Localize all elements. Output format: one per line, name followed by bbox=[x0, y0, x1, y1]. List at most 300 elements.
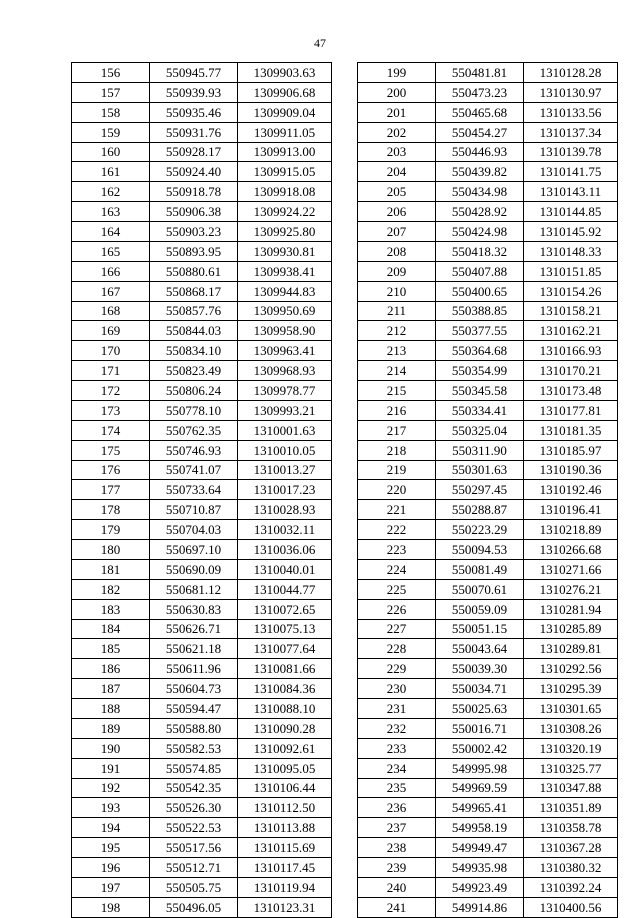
point-number-cell: 239 bbox=[358, 858, 436, 878]
coordinates-table-left bbox=[71, 62, 332, 918]
x-coordinate-cell: 550574.85 bbox=[150, 758, 238, 778]
y-coordinate-cell: 1310170.21 bbox=[524, 361, 618, 381]
point-number-cell: 179 bbox=[72, 520, 150, 540]
point-number-cell: 214 bbox=[358, 361, 436, 381]
y-coordinate-cell: 1309925.80 bbox=[238, 222, 332, 242]
y-coordinate-cell: 1310115.69 bbox=[238, 838, 332, 858]
point-number-cell: 240 bbox=[358, 877, 436, 897]
table-row bbox=[358, 480, 618, 500]
table-row bbox=[358, 281, 618, 301]
table-row bbox=[358, 778, 618, 798]
x-coordinate-cell: 550388.85 bbox=[436, 301, 524, 321]
point-number-cell: 241 bbox=[358, 897, 436, 917]
x-coordinate-cell: 550526.30 bbox=[150, 798, 238, 818]
y-coordinate-cell: 1310106.44 bbox=[238, 778, 332, 798]
x-coordinate-cell: 550297.45 bbox=[436, 480, 524, 500]
y-coordinate-cell: 1310112.50 bbox=[238, 798, 332, 818]
y-coordinate-cell: 1310266.68 bbox=[524, 540, 618, 560]
table-row bbox=[358, 679, 618, 699]
point-number-cell: 204 bbox=[358, 162, 436, 182]
point-number-cell: 181 bbox=[72, 559, 150, 579]
table-row bbox=[358, 261, 618, 281]
table-row bbox=[72, 798, 332, 818]
x-coordinate-cell: 550059.09 bbox=[436, 599, 524, 619]
x-coordinate-cell: 550931.76 bbox=[150, 122, 238, 142]
y-coordinate-cell: 1309915.05 bbox=[238, 162, 332, 182]
table-row bbox=[358, 838, 618, 858]
point-number-cell: 156 bbox=[72, 63, 150, 83]
y-coordinate-cell: 1310036.06 bbox=[238, 540, 332, 560]
y-coordinate-cell: 1310090.28 bbox=[238, 718, 332, 738]
y-coordinate-cell: 1310276.21 bbox=[524, 579, 618, 599]
table-row bbox=[72, 420, 332, 440]
x-coordinate-cell: 550868.17 bbox=[150, 281, 238, 301]
table-row bbox=[358, 599, 618, 619]
y-coordinate-cell: 1310143.11 bbox=[524, 182, 618, 202]
table-row bbox=[72, 579, 332, 599]
point-number-cell: 199 bbox=[358, 63, 436, 83]
table-row bbox=[358, 798, 618, 818]
y-coordinate-cell: 1309993.21 bbox=[238, 400, 332, 420]
x-coordinate-cell: 550697.10 bbox=[150, 540, 238, 560]
table-row bbox=[72, 738, 332, 758]
y-coordinate-cell: 1310092.61 bbox=[238, 738, 332, 758]
table-row bbox=[358, 420, 618, 440]
y-coordinate-cell: 1310119.94 bbox=[238, 877, 332, 897]
x-coordinate-cell: 550446.93 bbox=[436, 142, 524, 162]
x-coordinate-cell: 550345.58 bbox=[436, 381, 524, 401]
table-row bbox=[358, 182, 618, 202]
table-row bbox=[358, 559, 618, 579]
y-coordinate-cell: 1309930.81 bbox=[238, 241, 332, 261]
x-coordinate-cell: 550626.71 bbox=[150, 619, 238, 639]
table-row bbox=[72, 261, 332, 281]
x-coordinate-cell: 550334.41 bbox=[436, 400, 524, 420]
table-row bbox=[358, 122, 618, 142]
table-row bbox=[358, 758, 618, 778]
point-number-cell: 174 bbox=[72, 420, 150, 440]
x-coordinate-cell: 550834.10 bbox=[150, 341, 238, 361]
point-number-cell: 196 bbox=[72, 858, 150, 878]
y-coordinate-cell: 1310077.64 bbox=[238, 639, 332, 659]
table-row bbox=[72, 599, 332, 619]
y-coordinate-cell: 1310192.46 bbox=[524, 480, 618, 500]
x-coordinate-cell: 550481.81 bbox=[436, 63, 524, 83]
table-row bbox=[72, 619, 332, 639]
point-number-cell: 189 bbox=[72, 718, 150, 738]
point-number-cell: 183 bbox=[72, 599, 150, 619]
x-coordinate-cell: 550454.27 bbox=[436, 122, 524, 142]
y-coordinate-cell: 1310075.13 bbox=[238, 619, 332, 639]
x-coordinate-cell: 550939.93 bbox=[150, 82, 238, 102]
table-row bbox=[72, 381, 332, 401]
x-coordinate-cell: 550354.99 bbox=[436, 361, 524, 381]
y-coordinate-cell: 1310139.78 bbox=[524, 142, 618, 162]
table-row bbox=[358, 341, 618, 361]
x-coordinate-cell: 549969.59 bbox=[436, 778, 524, 798]
x-coordinate-cell: 550924.40 bbox=[150, 162, 238, 182]
y-coordinate-cell: 1310380.32 bbox=[524, 858, 618, 878]
x-coordinate-cell: 550364.68 bbox=[436, 341, 524, 361]
table-row bbox=[358, 520, 618, 540]
table-row bbox=[72, 301, 332, 321]
point-number-cell: 177 bbox=[72, 480, 150, 500]
y-coordinate-cell: 1310154.26 bbox=[524, 281, 618, 301]
y-coordinate-cell: 1310130.97 bbox=[524, 82, 618, 102]
table-row bbox=[72, 838, 332, 858]
point-number-cell: 201 bbox=[358, 102, 436, 122]
x-coordinate-cell: 550377.55 bbox=[436, 321, 524, 341]
x-coordinate-cell: 549923.49 bbox=[436, 877, 524, 897]
y-coordinate-cell: 1310358.78 bbox=[524, 818, 618, 838]
y-coordinate-cell: 1310347.88 bbox=[524, 778, 618, 798]
y-coordinate-cell: 1310177.81 bbox=[524, 400, 618, 420]
y-coordinate-cell: 1309968.93 bbox=[238, 361, 332, 381]
point-number-cell: 173 bbox=[72, 400, 150, 420]
y-coordinate-cell: 1310351.89 bbox=[524, 798, 618, 818]
point-number-cell: 208 bbox=[358, 241, 436, 261]
x-coordinate-cell: 550043.64 bbox=[436, 639, 524, 659]
x-coordinate-cell: 550288.87 bbox=[436, 500, 524, 520]
table-row bbox=[358, 321, 618, 341]
point-number-cell: 185 bbox=[72, 639, 150, 659]
point-number-cell: 165 bbox=[72, 241, 150, 261]
coordinates-table-right-body bbox=[358, 63, 618, 918]
y-coordinate-cell: 1309906.68 bbox=[238, 82, 332, 102]
x-coordinate-cell: 549949.47 bbox=[436, 838, 524, 858]
table-row bbox=[358, 361, 618, 381]
x-coordinate-cell: 549914.86 bbox=[436, 897, 524, 917]
point-number-cell: 207 bbox=[358, 222, 436, 242]
table-row bbox=[358, 82, 618, 102]
x-coordinate-cell: 550918.78 bbox=[150, 182, 238, 202]
x-coordinate-cell: 549935.98 bbox=[436, 858, 524, 878]
x-coordinate-cell: 550325.04 bbox=[436, 420, 524, 440]
x-coordinate-cell: 550621.18 bbox=[150, 639, 238, 659]
point-number-cell: 216 bbox=[358, 400, 436, 420]
y-coordinate-cell: 1309924.22 bbox=[238, 202, 332, 222]
point-number-cell: 221 bbox=[358, 500, 436, 520]
x-coordinate-cell: 550594.47 bbox=[150, 699, 238, 719]
y-coordinate-cell: 1310044.77 bbox=[238, 579, 332, 599]
point-number-cell: 186 bbox=[72, 659, 150, 679]
table-row bbox=[358, 400, 618, 420]
table-row bbox=[72, 241, 332, 261]
table-row bbox=[358, 500, 618, 520]
x-coordinate-cell: 550002.42 bbox=[436, 738, 524, 758]
y-coordinate-cell: 1310181.35 bbox=[524, 420, 618, 440]
table-row bbox=[72, 122, 332, 142]
point-number-cell: 212 bbox=[358, 321, 436, 341]
point-number-cell: 159 bbox=[72, 122, 150, 142]
x-coordinate-cell: 549958.19 bbox=[436, 818, 524, 838]
table-row bbox=[72, 480, 332, 500]
y-coordinate-cell: 1309903.63 bbox=[238, 63, 332, 83]
point-number-cell: 224 bbox=[358, 559, 436, 579]
y-coordinate-cell: 1310320.19 bbox=[524, 738, 618, 758]
point-number-cell: 184 bbox=[72, 619, 150, 639]
y-coordinate-cell: 1310392.24 bbox=[524, 877, 618, 897]
coordinate-tables bbox=[71, 62, 617, 915]
y-coordinate-cell: 1310400.56 bbox=[524, 897, 618, 917]
table-row bbox=[72, 540, 332, 560]
y-coordinate-cell: 1310072.65 bbox=[238, 599, 332, 619]
table-row bbox=[72, 400, 332, 420]
table-row bbox=[358, 102, 618, 122]
table-row bbox=[72, 520, 332, 540]
table-row bbox=[358, 241, 618, 261]
y-coordinate-cell: 1310289.81 bbox=[524, 639, 618, 659]
y-coordinate-cell: 1310325.77 bbox=[524, 758, 618, 778]
table-row bbox=[72, 142, 332, 162]
point-number-cell: 219 bbox=[358, 460, 436, 480]
x-coordinate-cell: 550733.64 bbox=[150, 480, 238, 500]
x-coordinate-cell: 550051.15 bbox=[436, 619, 524, 639]
table-row bbox=[72, 281, 332, 301]
x-coordinate-cell: 550778.10 bbox=[150, 400, 238, 420]
x-coordinate-cell: 550762.35 bbox=[150, 420, 238, 440]
table-row bbox=[72, 699, 332, 719]
table-row bbox=[72, 659, 332, 679]
table-row bbox=[72, 858, 332, 878]
x-coordinate-cell: 550893.95 bbox=[150, 241, 238, 261]
y-coordinate-cell: 1309963.41 bbox=[238, 341, 332, 361]
table-row bbox=[72, 758, 332, 778]
y-coordinate-cell: 1310081.66 bbox=[238, 659, 332, 679]
y-coordinate-cell: 1309944.83 bbox=[238, 281, 332, 301]
point-number-cell: 229 bbox=[358, 659, 436, 679]
point-number-cell: 187 bbox=[72, 679, 150, 699]
point-number-cell: 230 bbox=[358, 679, 436, 699]
y-coordinate-cell: 1310145.92 bbox=[524, 222, 618, 242]
x-coordinate-cell: 550582.53 bbox=[150, 738, 238, 758]
x-coordinate-cell: 550407.88 bbox=[436, 261, 524, 281]
table-row bbox=[358, 202, 618, 222]
y-coordinate-cell: 1310151.85 bbox=[524, 261, 618, 281]
x-coordinate-cell: 550039.30 bbox=[436, 659, 524, 679]
point-number-cell: 163 bbox=[72, 202, 150, 222]
y-coordinate-cell: 1309913.00 bbox=[238, 142, 332, 162]
table-row bbox=[358, 659, 618, 679]
table-row bbox=[72, 102, 332, 122]
point-number-cell: 225 bbox=[358, 579, 436, 599]
x-coordinate-cell: 550016.71 bbox=[436, 718, 524, 738]
point-number-cell: 210 bbox=[358, 281, 436, 301]
x-coordinate-cell: 550880.61 bbox=[150, 261, 238, 281]
point-number-cell: 180 bbox=[72, 540, 150, 560]
point-number-cell: 166 bbox=[72, 261, 150, 281]
x-coordinate-cell: 550588.80 bbox=[150, 718, 238, 738]
point-number-cell: 188 bbox=[72, 699, 150, 719]
table-row bbox=[72, 182, 332, 202]
table-row bbox=[358, 858, 618, 878]
point-number-cell: 233 bbox=[358, 738, 436, 758]
y-coordinate-cell: 1310301.65 bbox=[524, 699, 618, 719]
point-number-cell: 191 bbox=[72, 758, 150, 778]
y-coordinate-cell: 1310133.56 bbox=[524, 102, 618, 122]
table-row bbox=[72, 718, 332, 738]
y-coordinate-cell: 1309950.69 bbox=[238, 301, 332, 321]
y-coordinate-cell: 1310166.93 bbox=[524, 341, 618, 361]
table-row bbox=[358, 877, 618, 897]
x-coordinate-cell: 550311.90 bbox=[436, 440, 524, 460]
point-number-cell: 236 bbox=[358, 798, 436, 818]
table-row bbox=[358, 699, 618, 719]
x-coordinate-cell: 550428.92 bbox=[436, 202, 524, 222]
table-row bbox=[358, 897, 618, 917]
x-coordinate-cell: 550505.75 bbox=[150, 877, 238, 897]
y-coordinate-cell: 1310148.33 bbox=[524, 241, 618, 261]
table-row bbox=[72, 897, 332, 917]
y-coordinate-cell: 1310185.97 bbox=[524, 440, 618, 460]
table-row bbox=[72, 679, 332, 699]
y-coordinate-cell: 1310173.48 bbox=[524, 381, 618, 401]
y-coordinate-cell: 1310032.11 bbox=[238, 520, 332, 540]
table-row bbox=[358, 738, 618, 758]
x-coordinate-cell: 550806.24 bbox=[150, 381, 238, 401]
table-row bbox=[358, 540, 618, 560]
y-coordinate-cell: 1310013.27 bbox=[238, 460, 332, 480]
y-coordinate-cell: 1310285.89 bbox=[524, 619, 618, 639]
table-row bbox=[358, 63, 618, 83]
x-coordinate-cell: 550604.73 bbox=[150, 679, 238, 699]
x-coordinate-cell: 550823.49 bbox=[150, 361, 238, 381]
x-coordinate-cell: 550906.38 bbox=[150, 202, 238, 222]
y-coordinate-cell: 1309938.41 bbox=[238, 261, 332, 281]
x-coordinate-cell: 550034.71 bbox=[436, 679, 524, 699]
y-coordinate-cell: 1309978.77 bbox=[238, 381, 332, 401]
point-number-cell: 161 bbox=[72, 162, 150, 182]
x-coordinate-cell: 550473.23 bbox=[436, 82, 524, 102]
table-row bbox=[358, 639, 618, 659]
x-coordinate-cell: 550025.63 bbox=[436, 699, 524, 719]
x-coordinate-cell: 550746.93 bbox=[150, 440, 238, 460]
x-coordinate-cell: 550517.56 bbox=[150, 838, 238, 858]
point-number-cell: 182 bbox=[72, 579, 150, 599]
table-row bbox=[358, 381, 618, 401]
x-coordinate-cell: 550741.07 bbox=[150, 460, 238, 480]
y-coordinate-cell: 1310295.39 bbox=[524, 679, 618, 699]
point-number-cell: 213 bbox=[358, 341, 436, 361]
table-row bbox=[358, 579, 618, 599]
y-coordinate-cell: 1310308.26 bbox=[524, 718, 618, 738]
x-coordinate-cell: 550081.49 bbox=[436, 559, 524, 579]
point-number-cell: 217 bbox=[358, 420, 436, 440]
x-coordinate-cell: 550496.05 bbox=[150, 897, 238, 917]
y-coordinate-cell: 1310084.36 bbox=[238, 679, 332, 699]
y-coordinate-cell: 1310128.28 bbox=[524, 63, 618, 83]
point-number-cell: 157 bbox=[72, 82, 150, 102]
y-coordinate-cell: 1310137.34 bbox=[524, 122, 618, 142]
table-row bbox=[72, 778, 332, 798]
point-number-cell: 194 bbox=[72, 818, 150, 838]
table-row bbox=[72, 222, 332, 242]
point-number-cell: 232 bbox=[358, 718, 436, 738]
y-coordinate-cell: 1309918.08 bbox=[238, 182, 332, 202]
point-number-cell: 171 bbox=[72, 361, 150, 381]
x-coordinate-cell: 550542.35 bbox=[150, 778, 238, 798]
point-number-cell: 178 bbox=[72, 500, 150, 520]
x-coordinate-cell: 550512.71 bbox=[150, 858, 238, 878]
y-coordinate-cell: 1310123.31 bbox=[238, 897, 332, 917]
x-coordinate-cell: 550070.61 bbox=[436, 579, 524, 599]
point-number-cell: 222 bbox=[358, 520, 436, 540]
table-row bbox=[72, 361, 332, 381]
y-coordinate-cell: 1310196.41 bbox=[524, 500, 618, 520]
y-coordinate-cell: 1310040.01 bbox=[238, 559, 332, 579]
point-number-cell: 203 bbox=[358, 142, 436, 162]
x-coordinate-cell: 550434.98 bbox=[436, 182, 524, 202]
point-number-cell: 211 bbox=[358, 301, 436, 321]
point-number-cell: 158 bbox=[72, 102, 150, 122]
coordinates-table-right bbox=[357, 62, 618, 918]
point-number-cell: 238 bbox=[358, 838, 436, 858]
y-coordinate-cell: 1310190.36 bbox=[524, 460, 618, 480]
y-coordinate-cell: 1310281.94 bbox=[524, 599, 618, 619]
coordinates-table-left-body bbox=[72, 63, 332, 918]
y-coordinate-cell: 1310113.88 bbox=[238, 818, 332, 838]
x-coordinate-cell: 550903.23 bbox=[150, 222, 238, 242]
x-coordinate-cell: 550935.46 bbox=[150, 102, 238, 122]
point-number-cell: 172 bbox=[72, 381, 150, 401]
point-number-cell: 164 bbox=[72, 222, 150, 242]
table-row bbox=[358, 440, 618, 460]
point-number-cell: 228 bbox=[358, 639, 436, 659]
point-number-cell: 223 bbox=[358, 540, 436, 560]
y-coordinate-cell: 1309909.04 bbox=[238, 102, 332, 122]
x-coordinate-cell: 550928.17 bbox=[150, 142, 238, 162]
point-number-cell: 190 bbox=[72, 738, 150, 758]
point-number-cell: 237 bbox=[358, 818, 436, 838]
page-number: 47 bbox=[314, 36, 326, 50]
x-coordinate-cell: 550844.03 bbox=[150, 321, 238, 341]
table-row bbox=[72, 82, 332, 102]
table-row bbox=[358, 222, 618, 242]
y-coordinate-cell: 1310144.85 bbox=[524, 202, 618, 222]
point-number-cell: 218 bbox=[358, 440, 436, 460]
y-coordinate-cell: 1310271.66 bbox=[524, 559, 618, 579]
table-row bbox=[358, 619, 618, 639]
point-number-cell: 195 bbox=[72, 838, 150, 858]
x-coordinate-cell: 550522.53 bbox=[150, 818, 238, 838]
x-coordinate-cell: 550690.09 bbox=[150, 559, 238, 579]
point-number-cell: 234 bbox=[358, 758, 436, 778]
point-number-cell: 193 bbox=[72, 798, 150, 818]
y-coordinate-cell: 1310017.23 bbox=[238, 480, 332, 500]
table-row bbox=[72, 63, 332, 83]
point-number-cell: 200 bbox=[358, 82, 436, 102]
x-coordinate-cell: 550418.32 bbox=[436, 241, 524, 261]
point-number-cell: 197 bbox=[72, 877, 150, 897]
x-coordinate-cell: 550630.83 bbox=[150, 599, 238, 619]
x-coordinate-cell: 550681.12 bbox=[150, 579, 238, 599]
x-coordinate-cell: 549965.41 bbox=[436, 798, 524, 818]
point-number-cell: 168 bbox=[72, 301, 150, 321]
table-row bbox=[72, 321, 332, 341]
x-coordinate-cell: 550704.03 bbox=[150, 520, 238, 540]
point-number-cell: 220 bbox=[358, 480, 436, 500]
point-number-cell: 227 bbox=[358, 619, 436, 639]
table-row bbox=[358, 142, 618, 162]
x-coordinate-cell: 550223.29 bbox=[436, 520, 524, 540]
point-number-cell: 176 bbox=[72, 460, 150, 480]
table-row bbox=[72, 500, 332, 520]
y-coordinate-cell: 1310292.56 bbox=[524, 659, 618, 679]
point-number-cell: 205 bbox=[358, 182, 436, 202]
y-coordinate-cell: 1310218.89 bbox=[524, 520, 618, 540]
point-number-cell: 160 bbox=[72, 142, 150, 162]
table-row bbox=[72, 559, 332, 579]
